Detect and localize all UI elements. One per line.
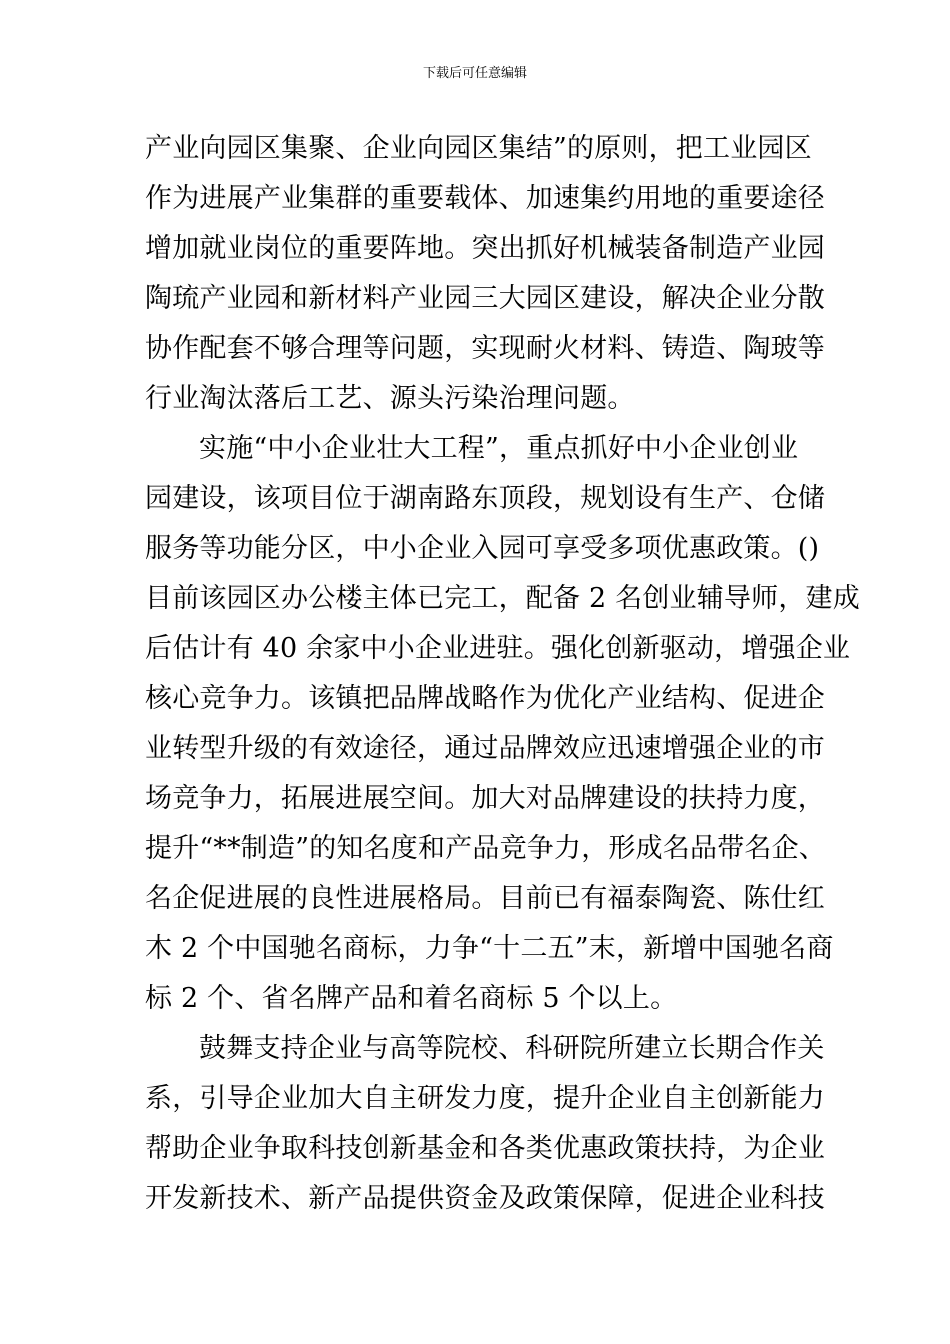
text-line: 系，引导企业加大自主研发力度，提升企业自主创新能力 (145, 1083, 825, 1114)
document-body (145, 124, 860, 1224)
text-line: 行业淘汰落后工艺、源头污染治理问题。 (145, 383, 635, 414)
text-line: 名企促进展的良性进展格局。目前已有福泰陶瓷、陈仕红 (145, 883, 825, 914)
paragraph-1 (145, 124, 825, 424)
text-line: 帮助企业争取科技创新基金和各类优惠政策扶持，为企业 (145, 1133, 825, 1164)
text-line: 业转型升级的有效途径，通过品牌效应迅速增强企业的市 (145, 733, 825, 764)
text-line: 增加就业岗位的重要阵地。突出抓好机械装备制造产业园 (145, 233, 825, 264)
text-line: 场竞争力，拓展进展空间。加大对品牌建设的扶持力度， (145, 783, 825, 814)
text-line: 陶琉产业园和新材料产业园三大园区建设，解决企业分散 (145, 283, 825, 314)
text-line: 提升“**制造”的知名度和产品竞争力，形成名品带名企、 (145, 833, 827, 864)
page-header: 下载后可任意编辑 (422, 66, 527, 81)
text-line: 目前该园区办公楼主体已完工，配备 2 名创业辅导师，建成 (145, 583, 860, 614)
text-line: 作为进展产业集群的重要载体、加速集约用地的重要途径 (145, 183, 825, 214)
text-line: 服务等功能分区，中小企业入园可享受多项优惠政策。() (145, 533, 820, 564)
text-line: 园建设，该项目位于湖南路东顶段，规划设有生产、仓储 (145, 483, 825, 514)
text-line: 产业向园区集聚、企业向园区集结”的原则，把工业园区 (145, 133, 812, 164)
text-line: 标 2 个、省名牌产品和着名商标 5 个以上。 (145, 983, 678, 1014)
paragraph-3 (145, 1024, 825, 1224)
text-line: 核心竞争力。该镇把品牌战略作为优化产业结构、促进企 (145, 683, 825, 714)
text-line: 鼓舞支持企业与高等院校、科研院所建立长期合作关 (199, 1033, 825, 1064)
text-line: 开发新技术、新产品提供资金及政策保障，促进企业科技 (145, 1183, 825, 1214)
text-line: 木 2 个中国驰名商标，力争“十二五”末，新增中国驰名商 (145, 933, 834, 964)
text-line: 后估计有 40 余家中小企业进驻。强化创新驱动，增强企业 (145, 633, 851, 664)
text-line: 实施“中小企业壮大工程”，重点抓好中小企业创业 (199, 433, 799, 464)
paragraph-2 (145, 424, 860, 1024)
text-line: 协作配套不够合理等问题，实现耐火材料、铸造、陶玻等 (145, 333, 825, 364)
